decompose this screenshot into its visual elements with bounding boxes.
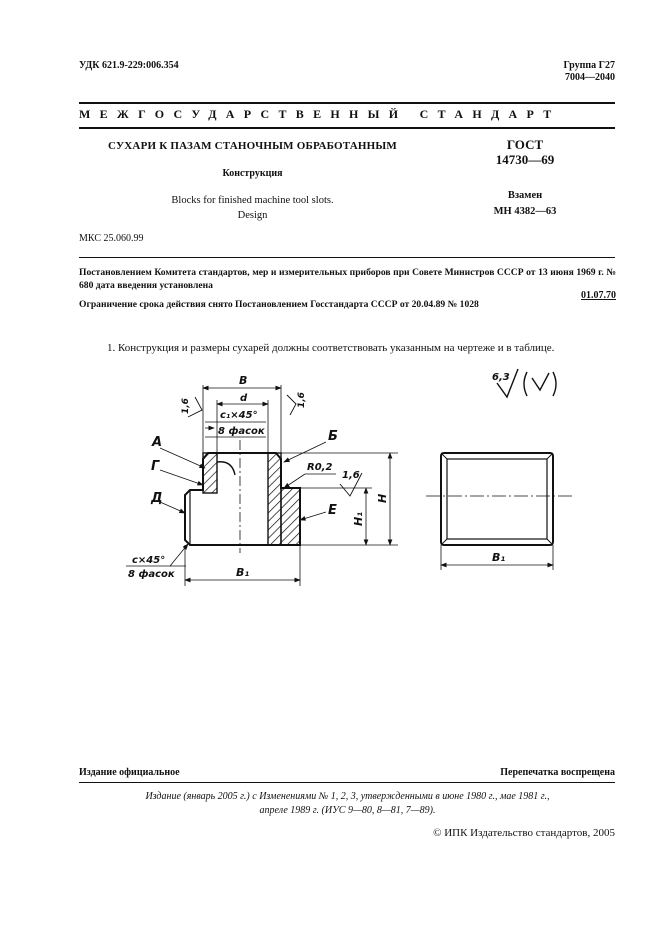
general-roughness-symbol (492, 369, 556, 397)
official-edition: Издание официальное (79, 767, 180, 778)
dim-d-label: d (240, 393, 248, 404)
replaces-label: Взамен (507, 190, 543, 201)
dim-c-label: c×45° (132, 555, 166, 566)
banner-top-rule (79, 102, 615, 104)
roughness-general-value: 6,3 (492, 372, 510, 383)
label-E: Е (328, 503, 337, 518)
label-G: Г (151, 459, 160, 474)
roughness-left: 1,6 (181, 398, 191, 414)
dim-B-label: B (239, 374, 248, 387)
document-title: СУХАРИ К ПАЗАМ СТАНОЧНЫМ ОБРАБОТАННЫМ (108, 140, 397, 152)
edition-note (90, 790, 605, 818)
edition-line1: Издание (январь 2005 г.) с Изменениями № 1, 2, 3, утвержденными в июне 1980 г., мае 1981 г., (145, 791, 550, 802)
gost-number-block (470, 137, 580, 167)
decree-date: 01.07.70 (581, 290, 616, 301)
copyright: © ИПК Издательство стандартов, 2005 (433, 827, 615, 839)
edition-line2: апреле 1989 г. (ИУС 9—80, 8—81, 7—89). (259, 805, 436, 816)
dim-H1-label: H₁ (352, 511, 365, 526)
dim-c1-label: c₁×45° (220, 410, 258, 421)
english-title-line2: Design (237, 210, 268, 221)
hatched-section-lower (281, 488, 300, 545)
classification-code: 7004—2040 (565, 72, 615, 83)
decree-text: Постановлением Комитета стандартов, мер и измерительных приборов при Совете Министров СССР от 13 июня 1969 г. № 680 дата введения установлена (79, 267, 616, 291)
paragraph-1: 1. Конструкция и размеры сухарей должны соответствовать указанным на чертеже и в таблице. (107, 342, 555, 354)
mks-rule (79, 257, 615, 258)
english-title-line1: Blocks for finished machine tool slots. (171, 195, 334, 206)
dim-B1-side-label: B₁ (492, 551, 506, 564)
group-label: Группа Г27 (563, 60, 615, 71)
reprint-notice: Перепечатка воспрещена (500, 767, 615, 778)
group-code (563, 60, 615, 84)
udc-code: УДК 621.9-229:006.354 (79, 60, 179, 71)
replaces-value: МН 4382—63 (493, 206, 557, 217)
radius-label: R0,2 (307, 462, 333, 473)
document-subtitle: Конструкция (222, 168, 283, 179)
standard-banner: МЕЖГОСУДАРСТВЕННЫЙ СТАНДАРТ (79, 107, 561, 121)
front-view (185, 440, 300, 553)
gost-label: ГОСТ (506, 137, 544, 152)
hatched-section-left (203, 453, 217, 493)
dim-H-label: H (376, 493, 389, 503)
side-view (426, 453, 574, 570)
restriction-text: Ограничение срока действия снято Постановлением Госстандарта СССР от 20.04.89 № 1028 (79, 299, 479, 310)
roughness-mid: 1,6 (342, 470, 360, 481)
english-title (79, 193, 426, 223)
mks-code: МКС 25.060.99 (79, 233, 144, 244)
label-B: Б (328, 429, 338, 444)
banner-bottom-rule (79, 127, 615, 129)
block-drawing (0, 360, 661, 600)
dim-c1-note: 8 фасок (218, 426, 265, 437)
footer-rule (79, 782, 615, 783)
label-A: А (152, 435, 163, 450)
roughness-right: 1,6 (297, 392, 307, 408)
label-D: Д (151, 491, 163, 506)
replaces-block (470, 188, 580, 220)
hatched-section-right (268, 453, 281, 545)
dim-B1-label: B₁ (236, 566, 250, 579)
dim-c-note: 8 фасок (128, 569, 175, 580)
gost-number: 14730—69 (495, 152, 555, 167)
